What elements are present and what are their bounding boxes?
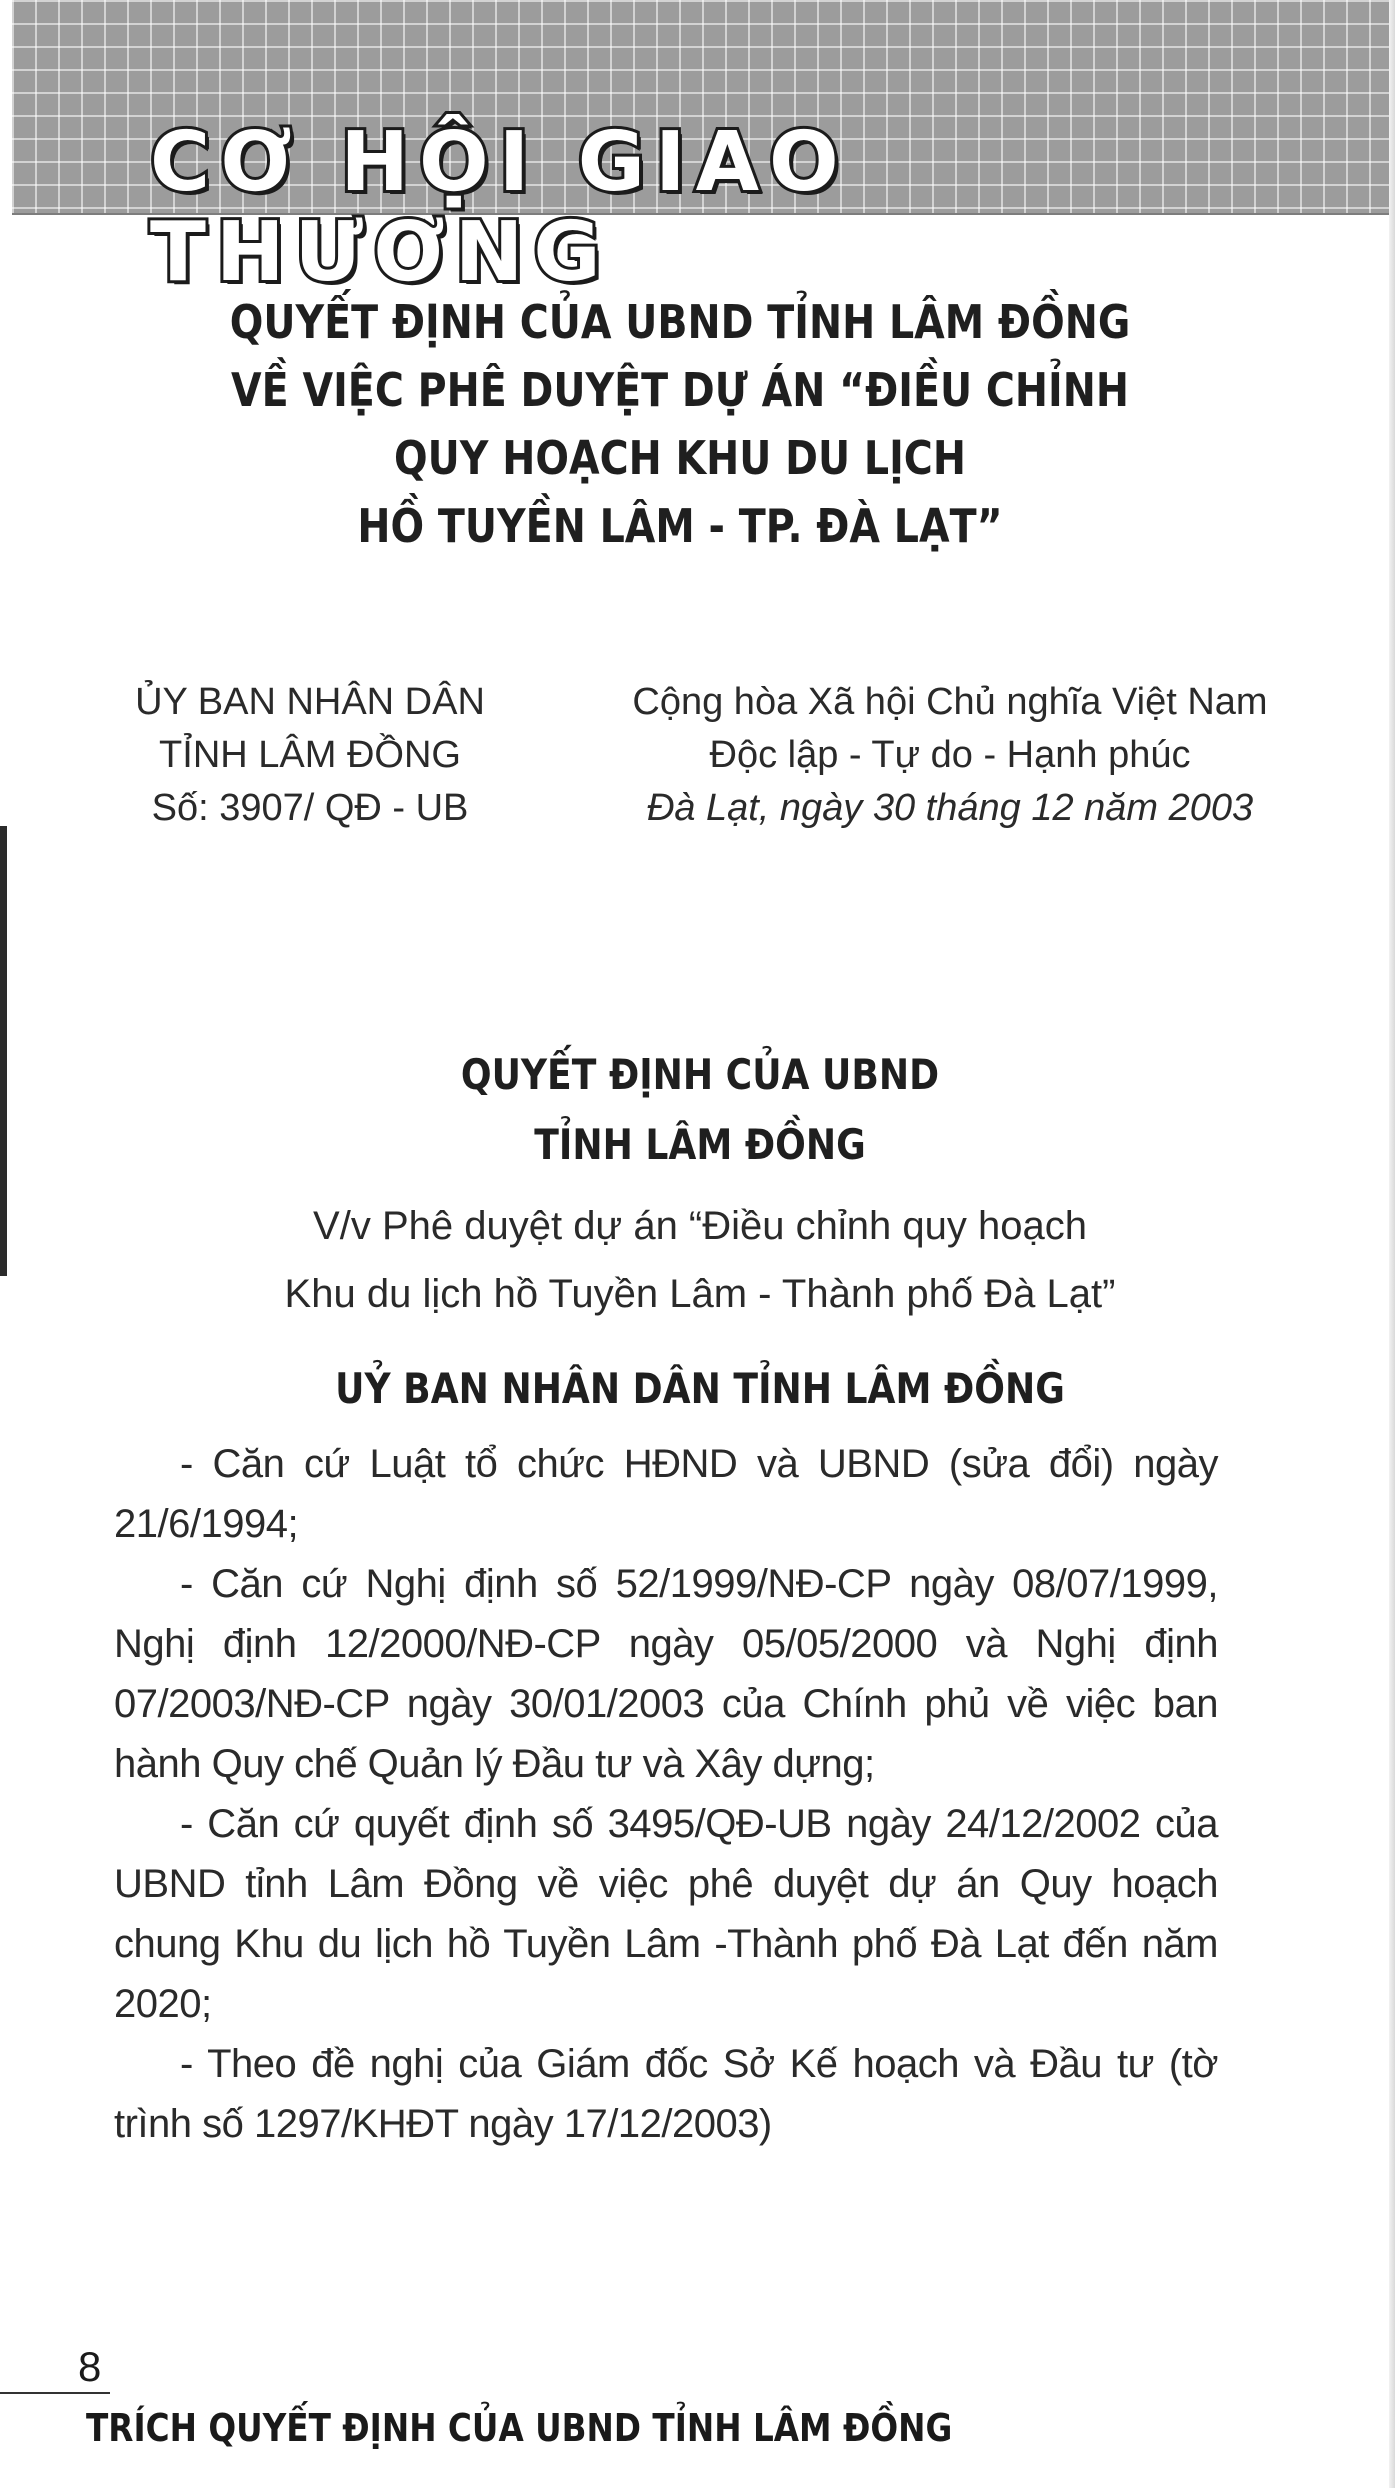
issue-date: Đà Lạt, ngày 30 tháng 12 năm 2003 (646, 787, 1254, 829)
decision-title-line: QUYẾT ĐỊNH CỦA UBND (460, 1050, 940, 1099)
document-title-line: VỀ VIỆC PHÊ DUYỆT DỰ ÁN “ĐIỀU CHỈNH (231, 363, 1129, 417)
national-motto-block (600, 676, 1300, 835)
footer-section-title: TRÍCH QUYẾT ĐỊNH CỦA UBND TỈNH LÂM ĐỒNG (86, 2406, 953, 2450)
issuer-line: ỦY BAN NHÂN DÂN (135, 681, 485, 723)
legal-basis-paragraph: - Căn cứ Luật tổ chức HĐND và UBND (sửa đổi) ngày 21/6/1994; (114, 1442, 1218, 1546)
decision-title-line: TỈNH LÂM ĐỒNG (534, 1120, 866, 1169)
decision-title (270, 1040, 1130, 1180)
document-number: Số: 3907/ QĐ - UB (151, 787, 469, 829)
motto: Độc lập - Tự do - Hạnh phúc (709, 734, 1191, 776)
section-banner-title: CƠ HỘI GIAO THƯƠNG (150, 115, 849, 300)
subject-line: V/v Phê duyệt dự án “Điều chỉnh quy hoạch (313, 1204, 1087, 1248)
issuer-line: TỈNH LÂM ĐỒNG (159, 734, 461, 776)
legal-basis-paragraph: - Theo đề nghị của Giám đốc Sở Kế hoạch và Đầu tư (tờ trình số 1297/KHĐT ngày 17/12/2003) (114, 2042, 1218, 2146)
decision-subject (100, 1192, 1300, 1328)
document-title-line: HỒ TUYỀN LÂM - TP. ĐÀ LẠT” (357, 499, 1003, 553)
document-title (207, 288, 1153, 560)
country-name: Cộng hòa Xã hội Chủ nghĩa Việt Nam (632, 681, 1268, 723)
page-right-edge (1389, 0, 1395, 2488)
legal-basis-paragraph: - Căn cứ Nghị định số 52/1999/NĐ-CP ngày 08/07/1999, Nghị định 12/2000/NĐ-CP ngày 05/05/2000 và Nghị định 07/2003/NĐ-CP ngày 30/01/2003 của Chính phủ về việc ban hành Quy chế Quản lý Đầu tư và Xây dựng; (114, 1562, 1218, 1786)
document-title-line: QUYẾT ĐỊNH CỦA UBND TỈNH LÂM ĐỒNG (229, 295, 1131, 349)
committee-heading: UỶ BAN NHÂN DÂN TỈNH LÂM ĐỒNG (335, 1364, 1065, 1413)
issuer-block (100, 676, 520, 835)
document-title-line: QUY HOẠCH KHU DU LỊCH (394, 431, 966, 485)
subject-line: Khu du lịch hồ Tuyền Lâm - Thành phố Đà Lạt” (284, 1272, 1116, 1316)
page-number: 8 (78, 2343, 102, 2390)
legal-basis-list (114, 1434, 1218, 2154)
legal-basis-paragraph: - Căn cứ quyết định số 3495/QĐ-UB ngày 24/12/2002 của UBND tỉnh Lâm Đồng về việc phê duyệt dự án Quy hoạch chung Khu du lịch hồ Tuyền Lâm -Thành phố Đà Lạt đến năm 2020; (114, 1802, 1218, 2026)
footer-divider (0, 2392, 110, 2394)
page-spine-edge (0, 826, 7, 1276)
